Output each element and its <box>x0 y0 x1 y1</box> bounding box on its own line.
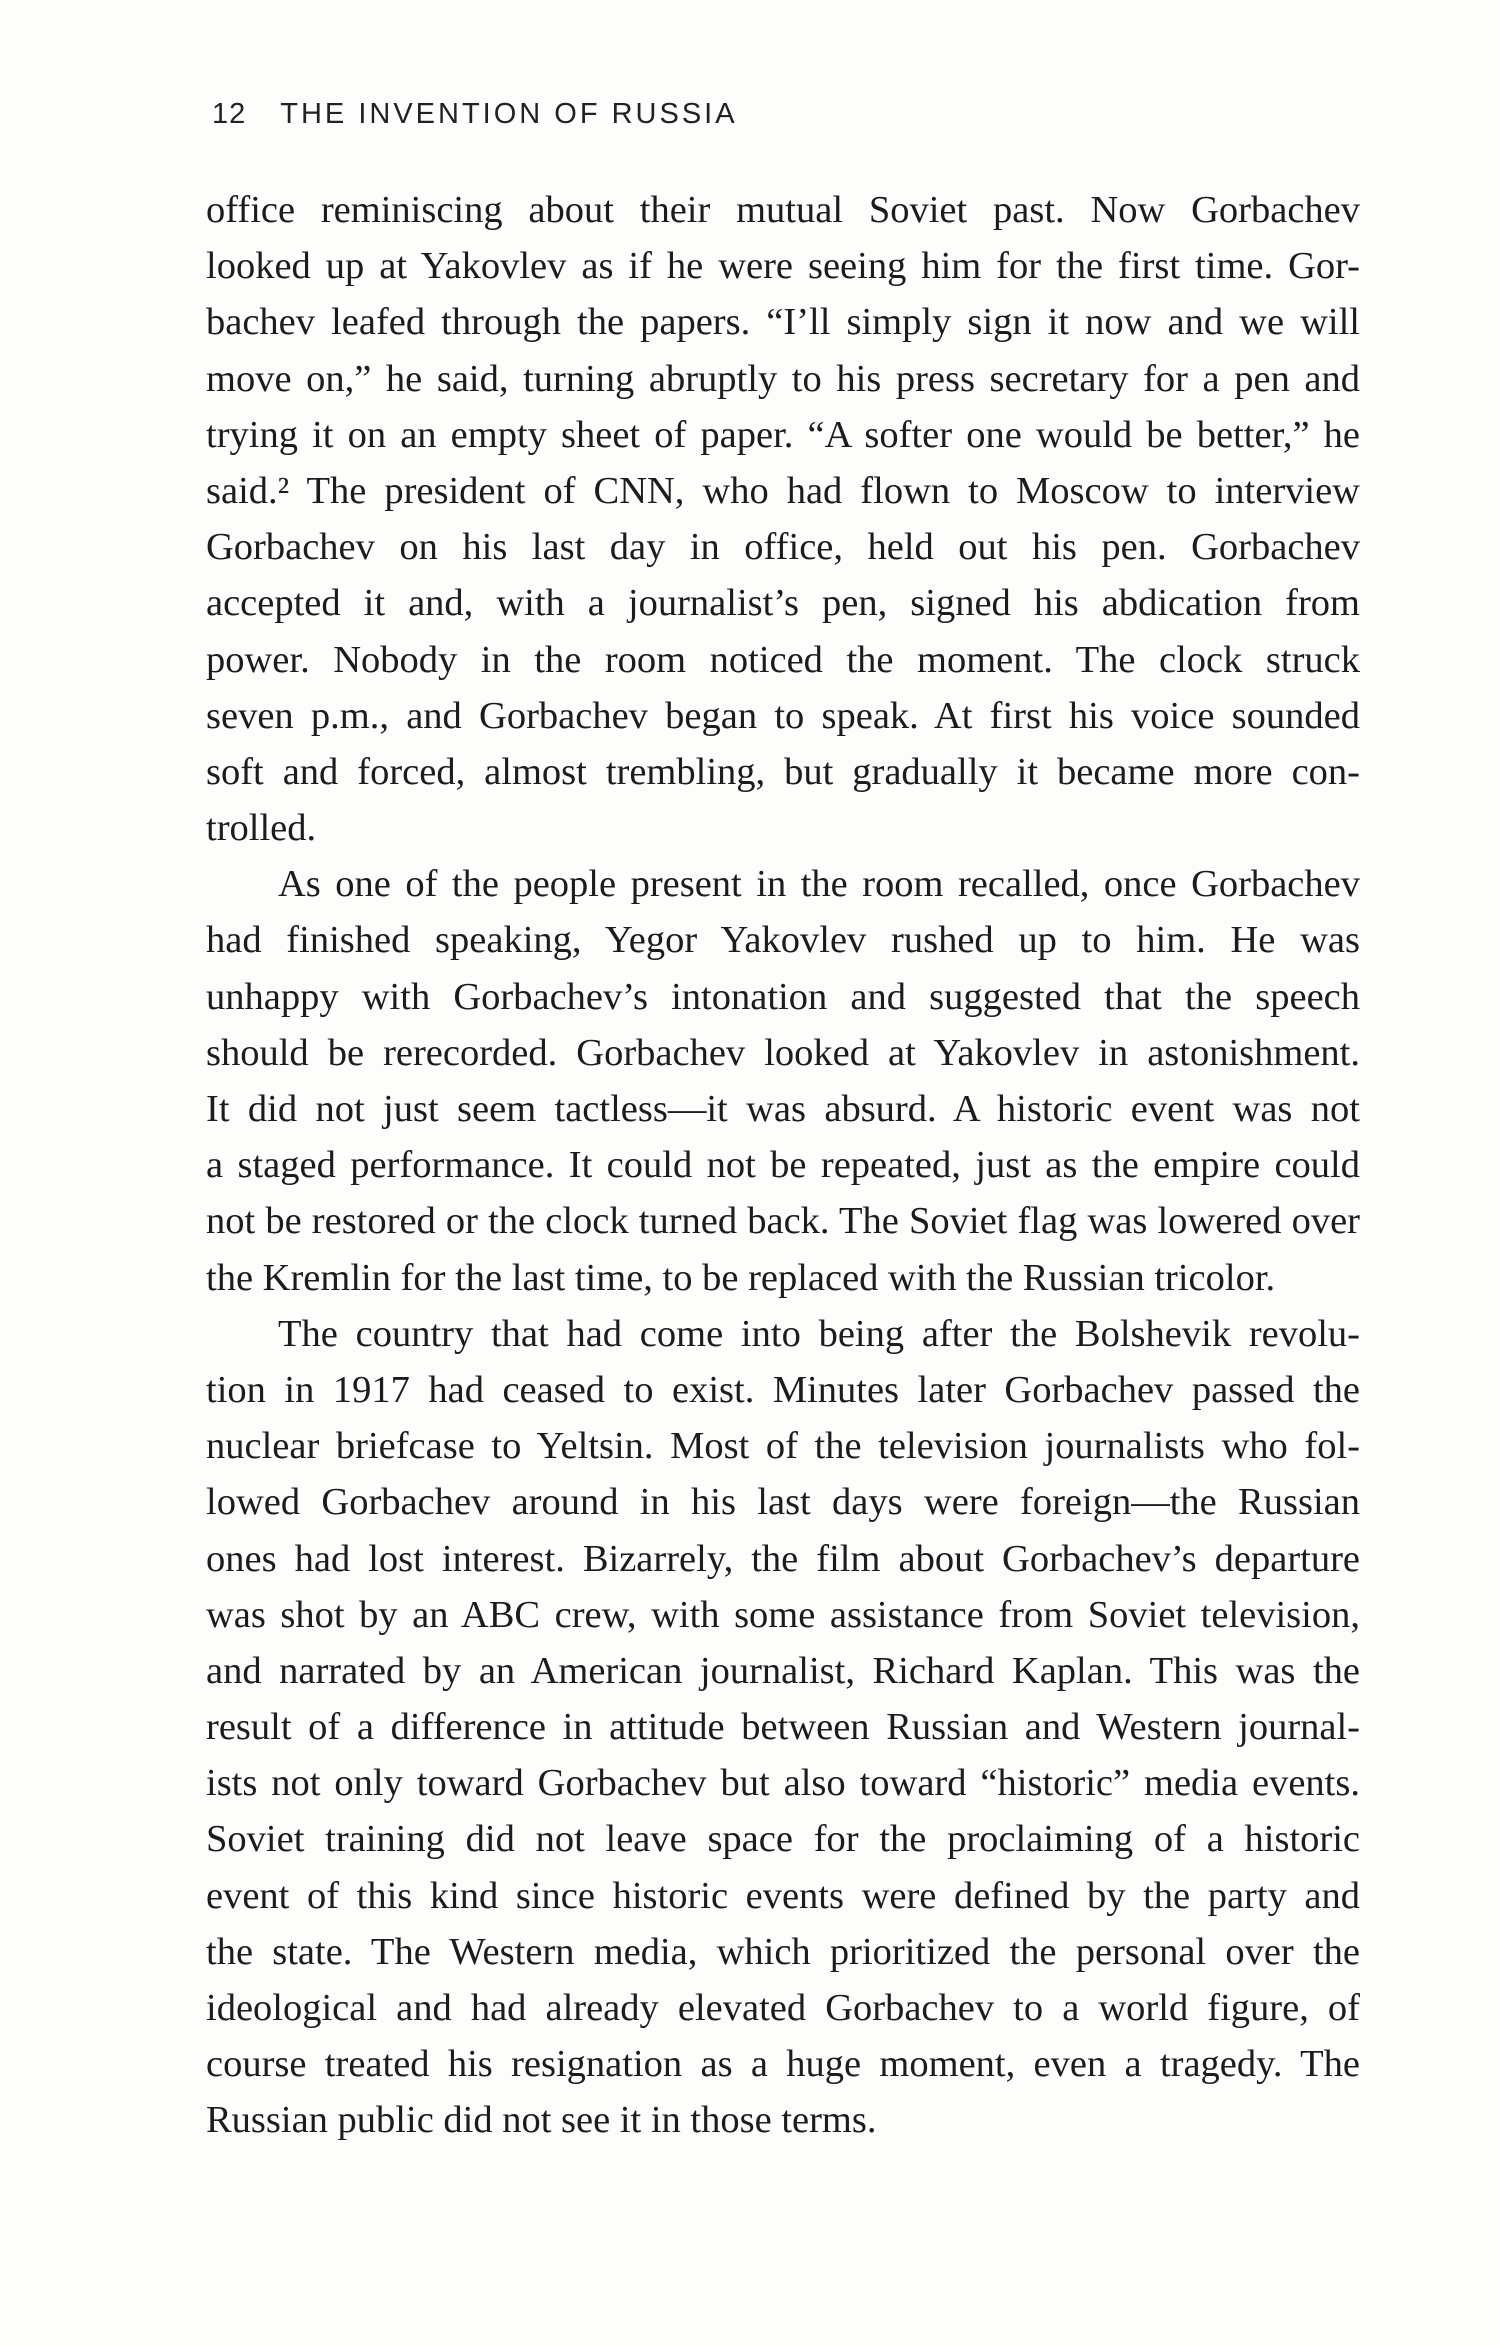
text-line: a staged performance. It could not be repeated, just as the empire could <box>206 1144 1360 1187</box>
text-line: tion in 1917 had ceased to exist. Minutes later Gorbachev passed the <box>206 1368 1360 1411</box>
text-line: ists not only toward Gorbachev but also toward “historic” media events. <box>206 1762 1360 1805</box>
text-line: nuclear briefcase to Yeltsin. Most of the television journalists who fol- <box>206 1425 1360 1468</box>
text-line: had finished speaking, Yegor Yakovlev rushed up to him. He was <box>206 919 1360 962</box>
text-line: and narrated by an American journalist, Richard Kaplan. This was the <box>206 1649 1360 1692</box>
text-line: not be restored or the clock turned back. The Soviet flag was lowered over <box>206 1200 1360 1243</box>
body-text <box>206 182 1360 2149</box>
text-line: ones had lost interest. Bizarrely, the film about Gorbachev’s departure <box>206 1537 1360 1580</box>
text-line: bachev leafed through the papers. “I’ll simply sign it now and we will <box>206 301 1360 344</box>
text-line: lowed Gorbachev around in his last days were foreign—the Russian <box>206 1481 1360 1524</box>
text-line: course treated his resignation as a huge moment, even a tragedy. The <box>206 2043 1360 2086</box>
text-line: event of this kind since historic events were defined by the party and <box>206 1874 1360 1917</box>
paragraph <box>206 856 1360 1306</box>
text-line: should be rerecorded. Gorbachev looked at Yakovlev in astonishment. <box>206 1031 1360 1074</box>
text-line: Russian public did not see it in those terms. <box>206 2099 877 2142</box>
text-line: Gorbachev on his last day in office, held out his pen. Gorbachev <box>206 526 1360 569</box>
page-number: 12 <box>212 98 247 130</box>
running-head <box>212 98 738 131</box>
running-title: THE INVENTION OF RUSSIA <box>280 98 738 130</box>
text-line: Soviet training did not leave space for the proclaiming of a historic <box>206 1818 1360 1861</box>
paragraph <box>206 1306 1360 2149</box>
text-line: As one of the people present in the room recalled, once Gorbachev <box>278 863 1360 906</box>
text-line: was shot by an ABC crew, with some assistance from Soviet television, <box>206 1593 1360 1636</box>
text-line: unhappy with Gorbachev’s intonation and suggested that the speech <box>206 975 1360 1018</box>
text-line: accepted it and, with a journalist’s pen, signed his abdication from <box>206 582 1360 625</box>
text-line: trolled. <box>206 807 317 850</box>
text-line: move on,” he said, turning abruptly to his press secretary for a pen and <box>206 357 1360 400</box>
text-line: said.² The president of CNN, who had flown to Moscow to interview <box>206 469 1360 512</box>
text-line: trying it on an empty sheet of paper. “A softer one would be better,” he <box>206 413 1360 456</box>
text-line: looked up at Yakovlev as if he were seeing him for the first time. Gor- <box>206 245 1360 288</box>
text-line: It did not just seem tactless—it was absurd. A historic event was not <box>206 1088 1360 1130</box>
text-line: power. Nobody in the room noticed the moment. The clock struck <box>206 638 1360 681</box>
text-line: ideological and had already elevated Gorbachev to a world figure, of <box>206 1987 1360 2029</box>
text-line: the Kremlin for the last time, to be replaced with the Russian tricolor. <box>206 1256 1276 1299</box>
text-line: result of a difference in attitude between Russian and Western journal- <box>206 1706 1360 1749</box>
text-line: soft and forced, almost trembling, but gradually it became more con- <box>206 750 1360 793</box>
text-line: The country that had come into being after the Bolshevik revolu- <box>278 1312 1360 1355</box>
text-line: seven p.m., and Gorbachev began to speak. At first his voice sounded <box>206 694 1360 737</box>
text-line: office reminiscing about their mutual Soviet past. Now Gorbachev <box>206 189 1360 231</box>
paragraph <box>206 182 1360 856</box>
text-line: the state. The Western media, which prioritized the personal over the <box>206 1930 1360 1973</box>
